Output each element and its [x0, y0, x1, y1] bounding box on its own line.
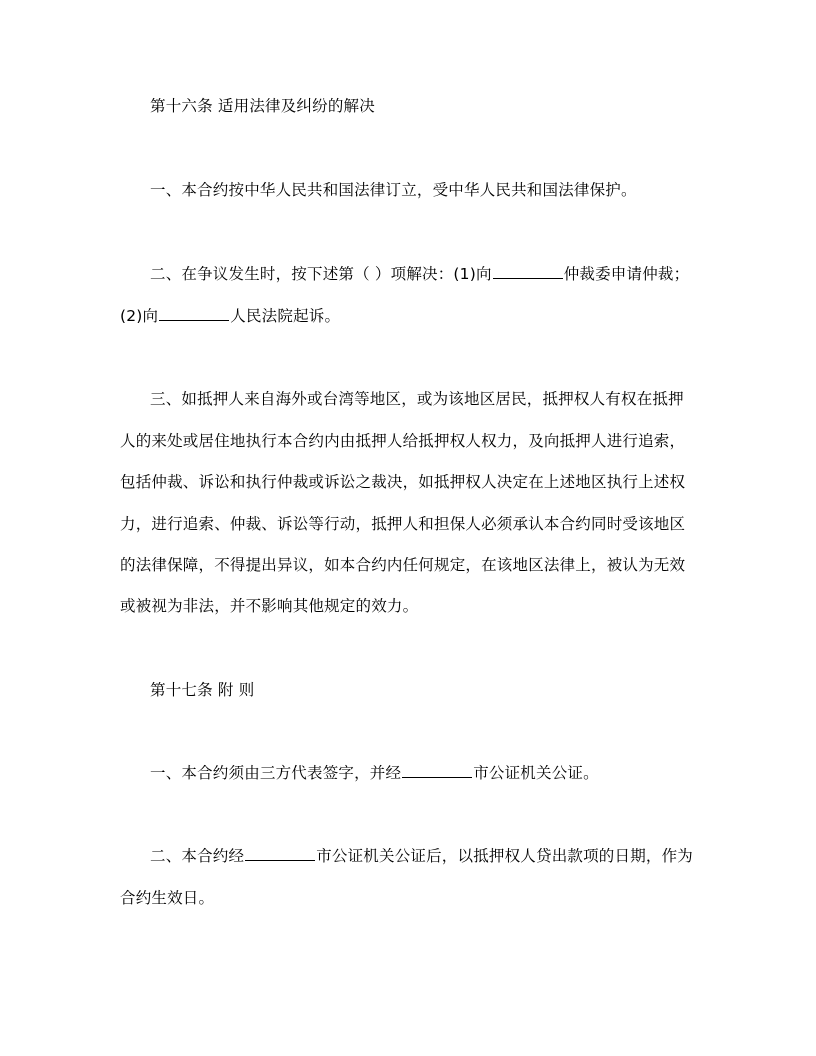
clause-text: 二、在争议发生时，按下述第（ ）项解决：(1)向	[150, 265, 492, 283]
clause-text: 合约生效日。	[120, 889, 215, 907]
article-16-clause-1	[150, 180, 637, 200]
clause-text: 的法律保障，不得提出异议，如本合约内任何规定，在该地区法律上，被认为无效	[120, 556, 686, 574]
clause-text: 力，进行追索、仲裁、诉讼等行动，抵押人和担保人必须承认本合约同时受该地区	[120, 515, 686, 533]
notary-city-blank-2	[245, 846, 315, 861]
article-16-clause-3-line-6	[120, 596, 418, 616]
court-name-blank	[159, 306, 229, 321]
article-16-clause-2-line-2	[120, 306, 340, 326]
article-16-clause-3-line-1	[150, 389, 684, 409]
clause-text: 人民法院起诉。	[230, 307, 341, 325]
article-17-heading	[150, 680, 254, 700]
clause-text: 市公证机关公证后，以抵押权人贷出款项的日期，作为	[316, 847, 694, 865]
clause-text: 一、本合约须由三方代表签字，并经	[150, 764, 402, 782]
clause-text: 二、本合约经	[150, 847, 245, 865]
arbitration-commission-blank	[493, 264, 563, 279]
article-16-clause-3-line-2	[120, 431, 685, 451]
article-16-clause-3-line-3	[120, 472, 685, 492]
clause-text: 市公证机关公证。	[473, 764, 599, 782]
article-16-clause-2-line-1	[150, 264, 689, 284]
clause-text: 一、本合约按中华人民共和国法律订立，受中华人民共和国法律保护。	[150, 181, 637, 199]
article-16-heading	[150, 96, 375, 116]
clause-text: (2)向	[120, 307, 159, 325]
clause-text: 三、如抵押人来自海外或台湾等地区，或为该地区居民，抵押权人有权在抵押	[150, 390, 684, 408]
article-17-clause-2-line-2	[120, 888, 214, 908]
article-17-clause-2-line-1	[150, 846, 693, 866]
clause-text: 或被视为非法，并不影响其他规定的效力。	[120, 597, 419, 615]
article-16-clause-3-line-5	[120, 555, 685, 575]
article-16-clause-3-line-4	[120, 514, 685, 534]
article-17-clause-1	[150, 763, 599, 783]
clause-text: 人的来处或居住地执行本合约内由抵押人给抵押权人权力，及向抵押人进行追索，	[120, 432, 686, 450]
notary-city-blank	[402, 763, 472, 778]
clause-text: 包括仲裁、诉讼和执行仲裁或诉讼之裁决，如抵押权人决定在上述地区执行上述权	[120, 473, 686, 491]
clause-text: 仲裁委申请仲裁；	[563, 265, 690, 283]
article-16-heading-text: 第十六条 适用法律及纠纷的解决	[150, 97, 375, 115]
article-17-heading-text: 第十七条 附 则	[150, 681, 255, 699]
